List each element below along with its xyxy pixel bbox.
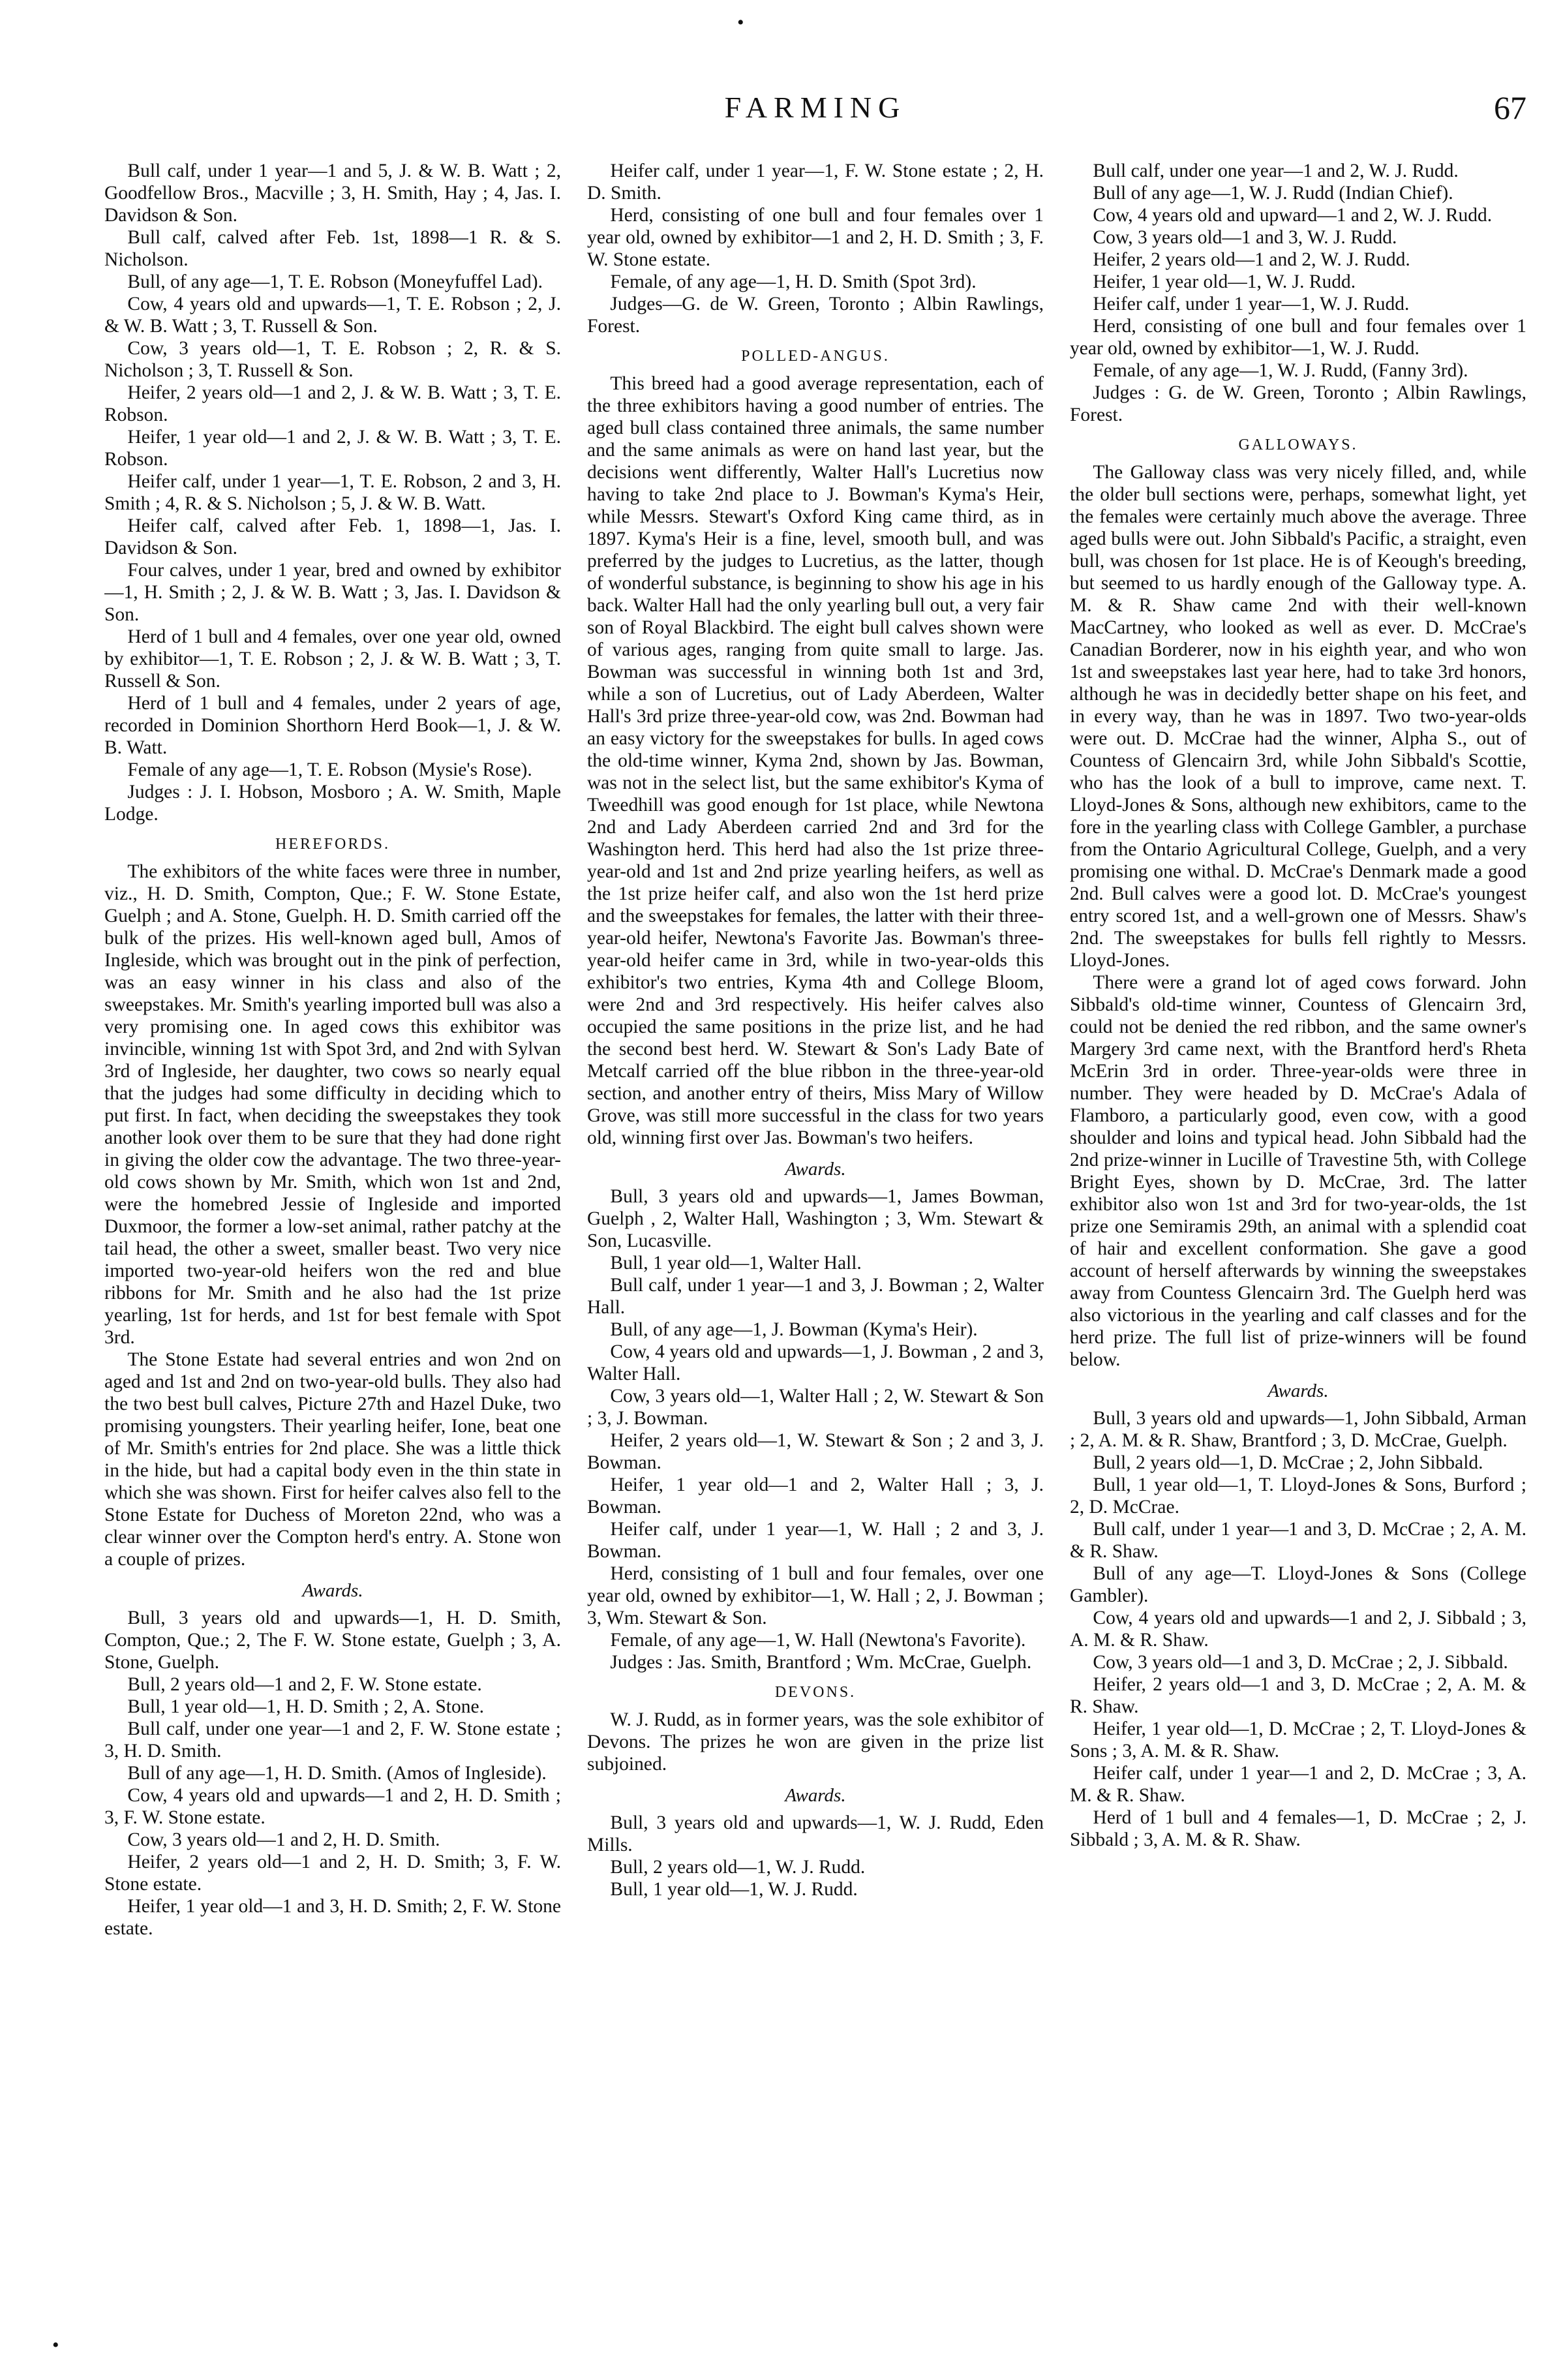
prize-entry: Heifer, 2 years old—1 and 2, J. & W. B. Watt ; 3, T. E. Robson. — [104, 382, 561, 425]
prize-entry: Herd, consisting of one bull and four females over 1 year old, owned by exhibitor—1, W. J. Rudd. — [1070, 316, 1526, 359]
body-paragraph: The Stone Estate had several entries and won 2nd on aged and 1st and 2nd on two-year-old bulls. They also had the two best bull calves, Picture 27th and Hazel Duke, two promising youngsters. Their yearling heifer, Ione, beat one of Mr. Smith's entries for 2nd place. She was a little thick in the hide, but had a capital body even in the thin state in which she was shown. First for heifer calves also fell to the Stone Estate for Duchess of Moreton 22nd, who was a clear winner over the Compton herd's entry. A. Stone won a couple of prizes. — [104, 1349, 561, 1570]
prize-entry: Herd of 1 bull and 4 females—1, D. McCrae ; 2, J. Sibbald ; 3, A. M. & R. Shaw. — [1070, 1807, 1526, 1850]
prize-entry: Heifer, 2 years old—1, W. Stewart & Son ; 2 and 3, J. Bowman. — [587, 1430, 1044, 1473]
prize-entry: Female, of any age—1, H. D. Smith (Spot 3rd). — [610, 271, 977, 292]
body-paragraph: This breed had a good average representation, each of the three exhibitors having a good number of entries. The aged bull class contained three animals, the same number and the same animals as were on hand last year, but the decisions went differently, Walter Hall's Lucretius now having to take 2nd place to J. Bowman's Kyma's Heir, while Messrs. Stewart's Oxford King came third, as in 1897. Kyma's Heir is a fine, level, smooth bull, and was preferred by the judges to Lucretius, as the latter, though of wonderful substance, is beginning to show his age in his back. Walter Hall had the only yearling bull out, a very fair son of Royal Blackbird. The eight bull calves shown were of various ages, ranging from quite small to large. Jas. Bowman was successful in winning both 1st and 3rd, while a son of Lucretius, out of Lady Aberdeen, Walter Hall's 3rd prize three-year-old cow, was 2nd. Bowman had an easy victory for the sweepstakes for bulls. In aged cows the old-time winner, Kyma 2nd, shown by Jas. Bowman, was not in the select list, but the same exhibitor's Kyma of Tweedhill was good enough for 1st place, while Newtona 2nd and Lady Aberdeen carried 2nd and 3rd for the Washington herd. This herd had also the 1st prize three-year-old and 1st and 2nd prize yearling heifers, as well as the 1st prize heifer calf, and also won the 1st herd prize and the sweepstakes for females, the latter with their three-year-old heifer, Newtona's Favorite Jas. Bowman's three-year-old heifer came in 3rd, while in two-year-olds this exhibitor's two entries, Kyma 4th and College Bloom, were 2nd and 3rd respectively. His heifer calves also occupied the same positions in the prize list, and he had the second best herd. W. Stewart & Son's Lady Bate of Metcalf carried off the blue ribbon in the three-year-old section, and another entry of theirs, Miss Mary of Willow Grove, was still more successful in the class for two years old, winning first over Jas. Bowman's two heifers. — [587, 373, 1044, 1148]
awards-heading: Awards. — [1267, 1381, 1329, 1401]
prize-entry: Heifer calf, calved after Feb. 1, 1898—1, Jas. I. Davidson & Son. — [104, 515, 561, 558]
prize-entry: Heifer, 1 year old—1 and 2, J. & W. B. Watt ; 3, T. E. Robson. — [104, 427, 561, 470]
prize-entry: Heifer, 1 year old—1, D. McCrae ; 2, T. Lloyd-Jones & Sons ; 3, A. M. & R. Shaw. — [1070, 1718, 1526, 1762]
prize-entry: Bull calf, calved after Feb. 1st, 1898—1 R. & S. Nicholson. — [104, 227, 561, 270]
prize-entry: Bull, 3 years old and upwards—1, John Sibbald, Arman ; 2, A. M. & R. Shaw, Brantford ; 3, D. McCrae, Guelph. — [1070, 1408, 1526, 1451]
prize-entry: Heifer, 2 years old—1 and 3, D. McCrae ; 2, A. M. & R. Shaw. — [1070, 1674, 1526, 1717]
column-1 — [104, 160, 561, 2300]
prize-entry: Heifer calf, under 1 year—1, W. J. Rudd. — [1093, 294, 1410, 314]
column-3 — [1070, 160, 1526, 2300]
section-heading-herefords: HEREFORDS. — [275, 836, 391, 853]
prize-entry: Bull, 1 year old—1, H. D. Smith ; 2, A. Stone. — [127, 1696, 484, 1717]
prize-entry: Heifer, 1 year old—1 and 3, H. D. Smith; 2, F. W. Stone estate. — [104, 1896, 561, 1939]
prize-entry: Bull calf, under 1 year—1 and 3, J. Bowman ; 2, Walter Hall. — [587, 1275, 1044, 1318]
body-paragraph: The Galloway class was very nicely filled, and, while the older bull sections were, perhaps, somewhat light, yet the females were certainly much above the average. Three aged bulls were out. John Sibbald's Pacific, a straight, even bull, was chosen for 1st place. He is of Keough's breeding, but seemed to us hardly enough of the Galloway type. A. M. & R. Shaw came 2nd with their well-known MacCartney, who looked as well as ever. D. McCrae's Canadian Borderer, now in his eighth year, and who won 1st and sweepstakes last year here, had to take 3rd honors, although he was in decidedly better shape on his feet, and in every way, than he was in 1897. Two two-year-olds were out. D. McCrae had the winner, Alpha S., out of Countess of Glencairn 3rd, while John Sibbald's Scottie, who has the look of a bull to improve, came next. T. Lloyd-Jones & Sons, although new exhibitors, came to the fore in the yearling class with College Gambler, a purchase from the Ontario Agricultural College, Guelph, and a very promising one withal. D. McCrae's Denmark made a good 2nd. Bull calves were a good lot. D. McCrae's youngest entry scored 1st, and a well-grown one of Messrs. Shaw's 2nd. The sweepstakes for bulls fell rightly to Messrs. Lloyd-Jones. — [1070, 462, 1526, 971]
prize-entry: Heifer, 2 years old—1 and 2, H. D. Smith; 3, F. W. Stone estate. — [104, 1852, 561, 1895]
prize-entry: Bull, of any age—1, T. E. Robson (Moneyfuffel Lad). — [127, 271, 543, 292]
article-columns — [104, 160, 1526, 2300]
prize-entry: Female of any age—1, T. E. Robson (Mysie's Rose). — [127, 759, 532, 780]
prize-entry: Cow, 3 years old—1 and 2, H. D. Smith. — [127, 1829, 440, 1850]
prize-entry: Heifer, 1 year old—1, W. J. Rudd. — [1093, 271, 1356, 292]
prize-entry: Bull, 3 years old and upwards—1, James Bowman, Guelph , 2, Walter Hall, Washington ; 3, Wm. Stewart & Son, Lucasville. — [587, 1186, 1044, 1251]
running-title: FARMING — [724, 91, 907, 124]
page-header — [104, 88, 1526, 140]
prize-entry: Cow, 4 years old and upwards—1 and 2, J. Sibbald ; 3, A. M. & R. Shaw. — [1070, 1608, 1526, 1651]
printer-mark-bottom: • — [52, 2334, 59, 2356]
judges-line: Judges : G. de W. Green, Toronto ; Albin Rawlings, Forest. — [1070, 382, 1526, 425]
prize-entry: Cow, 4 years old and upward—1 and 2, W. J. Rudd. — [1093, 205, 1493, 226]
prize-entry: Bull, 2 years old—1, W. J. Rudd. — [610, 1857, 866, 1878]
prize-entry: Bull, 2 years old—1, D. McCrae ; 2, John Sibbald. — [1093, 1452, 1483, 1473]
prize-entry: Herd of 1 bull and 4 females, over one year old, owned by exhibitor—1, T. E. Robson ; 2, J. & W. B. Watt ; 3, T. Russell & Son. — [104, 626, 561, 692]
prize-entry: Cow, 3 years old—1 and 3, W. J. Rudd. — [1093, 227, 1397, 248]
body-paragraph: The exhibitors of the white faces were three in number, viz., H. D. Smith, Compton, Que.; F. W. Stone Estate, Guelph ; and A. Stone, Guelph. H. D. Smith carried off the bulk of the prizes. His well-known aged bull, Amos of Ingleside, which was brought out in the pink of perfection, was an easy winner in his class and also of the sweepstakes. Mr. Smith's yearling imported bull was also a very promising one. In aged cows this exhibitor was invincible, winning 1st with Spot 3rd, and 2nd with Sylvan 3rd of Ingleside, her daughter, two cows so nearly equal that the judges had some difficulty in deciding which to put first. In fact, when deciding the sweepstakes they took another look over them to be sure that they had done right in giving the older cow the advantage. The two three-year-old cows shown by Mr. Smith, which won 1st and 2nd, were the homebred Jessie of Ingleside and imported Duxmoor, the former a low-set animal, rather patchy at the tail head, the other a sweet, smaller beast. Two very nice imported two-year-old heifers won the red and blue ribbons for Mr. Smith and he also had the 1st prize yearling, 1st for herds, and 1st for best female with Spot 3rd. — [104, 861, 561, 1348]
page-number: 67 — [1494, 89, 1526, 126]
prize-entry: Cow, 4 years old and upwards—1, J. Bowman , 2 and 3, Walter Hall. — [587, 1341, 1044, 1384]
prize-entry: Four calves, under 1 year, bred and owned by exhibitor—1, H. Smith ; 2, J. & W. B. Watt ; 3, Jas. I. Davidson & Son. — [104, 560, 561, 625]
prize-entry: Female, of any age—1, W. J. Rudd, (Fanny 3rd). — [1093, 360, 1468, 381]
prize-entry: Herd of 1 bull and 4 females, under 2 years of age, recorded in Dominion Shorthorn Herd Book—1, J. & W. B. Watt. — [104, 693, 561, 758]
prize-entry: Herd, consisting of 1 bull and four females, over one year old, owned by exhibitor—1, W. Hall ; 2, J. Bowman ; 3, Wm. Stewart & Son. — [587, 1563, 1044, 1628]
judges-line: Judges—G. de W. Green, Toronto ; Albin Rawlings, Forest. — [587, 294, 1044, 337]
prize-entry: Heifer calf, under 1 year—1, W. Hall ; 2 and 3, J. Bowman. — [587, 1519, 1044, 1562]
prize-entry: Heifer calf, under 1 year—1, F. W. Stone estate ; 2, H. D. Smith. — [587, 160, 1044, 204]
prize-entry: Bull calf, under 1 year—1 and 3, D. McCrae ; 2, A. M. & R. Shaw. — [1070, 1519, 1526, 1562]
judges-line: Judges : Jas. Smith, Brantford ; Wm. McCrae, Guelph. — [610, 1652, 1032, 1673]
prize-entry: Female, of any age—1, W. Hall (Newtona's Favorite). — [610, 1630, 1026, 1651]
prize-entry: Bull, 1 year old—1, W. J. Rudd. — [610, 1879, 858, 1900]
prize-entry: Bull of any age—1, H. D. Smith. (Amos of Ingleside). — [127, 1763, 547, 1784]
prize-entry: Bull, 1 year old—1, T. Lloyd-Jones & Sons, Burford ; 2, D. McCrae. — [1070, 1474, 1526, 1518]
prize-entry: Heifer, 1 year old—1 and 2, Walter Hall ; 3, J. Bowman. — [587, 1474, 1044, 1518]
section-heading-polled-angus: POLLED-ANGUS. — [741, 348, 890, 365]
awards-heading: Awards. — [785, 1785, 846, 1806]
judges-line: Judges : J. I. Hobson, Mosboro ; A. W. Smith, Maple Lodge. — [104, 782, 561, 825]
prize-entry: Bull of any age—1, W. J. Rudd (Indian Chief). — [1093, 183, 1453, 204]
prize-entry: Cow, 4 years old and upwards—1 and 2, H. D. Smith ; 3, F. W. Stone estate. — [104, 1785, 561, 1828]
prize-entry: Cow, 3 years old—1, Walter Hall ; 2, W. Stewart & Son ; 3, J. Bowman. — [587, 1386, 1044, 1429]
printer-mark-top: • — [737, 12, 744, 33]
prize-entry: Bull, 3 years old and upwards—1, W. J. Rudd, Eden Mills. — [587, 1812, 1044, 1855]
prize-entry: Heifer calf, under 1 year—1, T. E. Robson, 2 and 3, H. Smith ; 4, R. & S. Nicholson ; 5, J. & W. B. Watt. — [104, 471, 561, 514]
prize-entry: Herd, consisting of one bull and four females over 1 year old, owned by exhibitor—1 and 2, H. D. Smith ; 3, F. W. Stone estate. — [587, 205, 1044, 270]
prize-entry: Cow, 4 years old and upwards—1, T. E. Robson ; 2, J. & W. B. Watt ; 3, T. Russell & Son. — [104, 294, 561, 337]
prize-entry: Bull, 3 years old and upwards—1, H. D. Smith, Compton, Que.; 2, The F. W. Stone estate, Guelph ; 3, A. Stone, Guelph. — [104, 1608, 561, 1673]
prize-entry: Bull calf, under one year—1 and 2, F. W. Stone estate ; 3, H. D. Smith. — [104, 1718, 561, 1762]
awards-heading: Awards. — [785, 1159, 846, 1180]
body-paragraph: W. J. Rudd, as in former years, was the sole exhibitor of Devons. The prizes he won are given in the prize list subjoined. — [587, 1709, 1044, 1775]
section-heading-devons: DEVONS. — [774, 1684, 857, 1701]
prize-entry: Bull, 1 year old—1, Walter Hall. — [610, 1253, 862, 1274]
prize-entry: Cow, 3 years old—1, T. E. Robson ; 2, R. & S. Nicholson ; 3, T. Russell & Son. — [104, 338, 561, 381]
body-paragraph: There were a grand lot of aged cows forward. John Sibbald's old-time winner, Countess of Glencairn 3rd, could not be denied the red ribbon, and the same owner's Margery 3rd came next, with the Brantford herd's Rheta McErin 3rd in order. Three-year-olds were three in number. They were headed by D. McCrae's Adala of Flamboro, a particularly good, even cow, with a good shoulder and loins and typical head. John Sibbald had the 2nd prize-winner in Lucille of Travestine 5th, with College Bright Eyes, shown by D. McCrae, 3rd. The latter exhibitor also won 1st and 3rd for two-year-olds, the 1st prize one Semiramis 29th, an animal with a splendid coat of hair and excellent conformation. She gave a good account of herself afterwards by winning the sweepstakes away from Countess Glencairn 3rd. The Guelph herd was also victorious in the yearling and calf classes and for the herd prize. The full list of prize-winners will be found below. — [1070, 972, 1526, 1370]
prize-entry: Bull calf, under one year—1 and 2, W. J. Rudd. — [1093, 160, 1459, 181]
prize-entry: Bull of any age—T. Lloyd-Jones & Sons (College Gambler). — [1070, 1563, 1526, 1606]
column-2 — [587, 160, 1044, 2300]
prize-entry: Bull, 2 years old—1 and 2, F. W. Stone estate. — [127, 1674, 482, 1695]
section-heading-galloways: GALLOWAYS. — [1238, 436, 1358, 453]
prize-entry: Heifer, 2 years old—1 and 2, W. J. Rudd. — [1093, 249, 1410, 270]
prize-entry: Bull calf, under 1 year—1 and 5, J. & W. B. Watt ; 2, Goodfellow Bros., Macville ; 3, H. Smith, Hay ; 4, Jas. I. Davidson & Son. — [104, 160, 561, 226]
prize-entry: Cow, 3 years old—1 and 3, D. McCrae ; 2, J. Sibbald. — [1093, 1652, 1508, 1673]
awards-heading: Awards. — [302, 1580, 363, 1601]
prize-entry: Bull, of any age—1, J. Bowman (Kyma's Heir). — [610, 1319, 978, 1340]
prize-entry: Heifer calf, under 1 year—1 and 2, D. McCrae ; 3, A. M. & R. Shaw. — [1070, 1763, 1526, 1806]
